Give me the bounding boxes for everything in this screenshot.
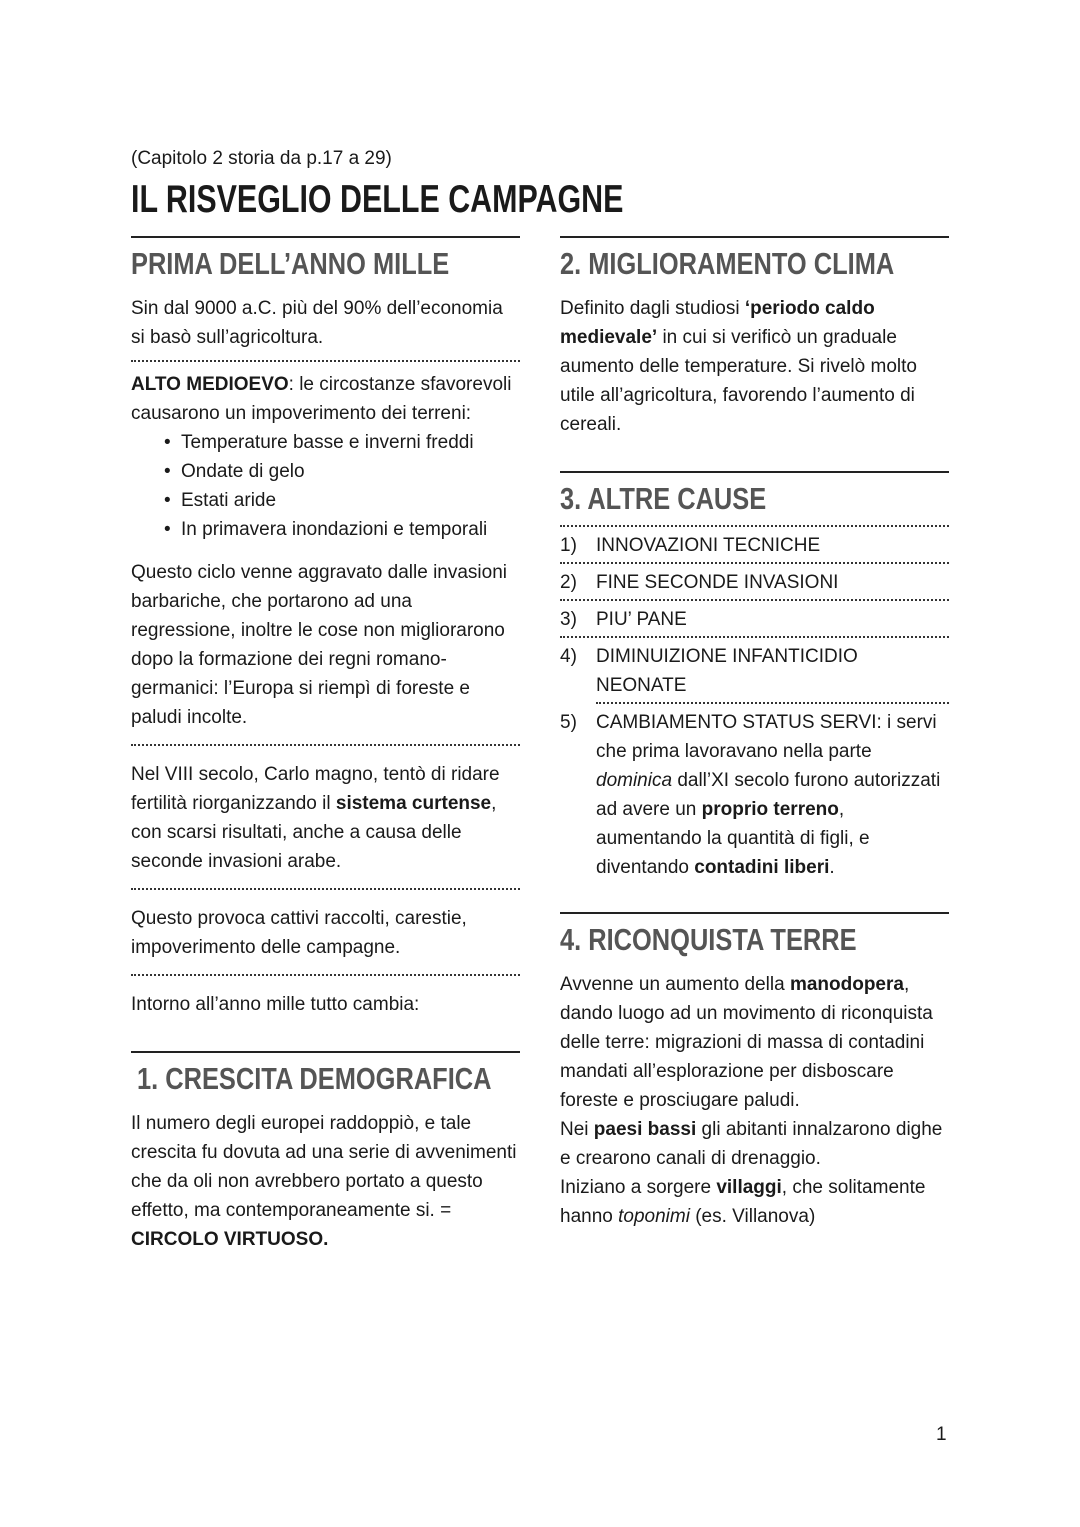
paragraph-anno-mille: Intorno all’anno mille tutto cambia: (131, 994, 420, 1015)
text-run: , che solitamente hanno (560, 1177, 926, 1227)
text-run: gli abitanti innalzarono dighe e crearono canali di drenaggio. (560, 1119, 943, 1169)
text-run: , aumentando la quantità di figli, e diventando (596, 799, 870, 878)
paragraph-raccolti: Questo provoca cattivi raccolti, carestie, impoverimento delle campagne. (131, 908, 467, 958)
text-run: Il numero degli europei raddoppiò, e tale crescita fu dovuta ad una serie di avvenimenti che da oli non avrebbero portato a questo effetto, ma contemporaneamente si. = (131, 1113, 517, 1221)
section-crescita (131, 1051, 520, 1254)
list-number: 3) (560, 609, 577, 630)
bold-paesi-bassi: paesi bassi (593, 1119, 697, 1140)
text-run: , con scarsi risultati, anche a causa delle seconde invasioni arabe. (131, 793, 497, 872)
alto-medioevo-label: ALTO MEDIOEVO (131, 374, 289, 395)
text-run: Nel VIII secolo, Carlo magno, tentò di ridare fertilità riorganizzando il (131, 764, 500, 814)
text-run: CAMBIAMENTO STATUS SERVI: i servi che prima lavoravano nella parte (596, 712, 937, 762)
section-cause (560, 471, 949, 884)
list-text: PIU’ PANE (596, 609, 687, 630)
list-text (596, 708, 949, 882)
list-item: • In primavera inondazioni e temporali (164, 515, 520, 544)
list-text: DIMINUIZIONE INFANTICIDIO NEONATE (596, 646, 858, 696)
list-number: 2) (560, 572, 577, 593)
section-title-crescita: 1. CRESCITA DEMOGRAFICA (137, 1061, 492, 1096)
left-column (131, 236, 520, 1254)
text-run: Avvenne un aumento della (560, 974, 790, 995)
list-item (560, 704, 949, 884)
list-text: INNOVAZIONI TECNICHE (596, 535, 821, 556)
bold-proprio-terreno: proprio terreno (701, 799, 839, 820)
list-number: 5) (560, 712, 577, 733)
list-item: • Estati aride (164, 486, 520, 515)
paragraph-economia: Sin dal 9000 a.C. più del 90% dell’economia si basò sull’agricoltura. (131, 298, 503, 348)
section-rule (560, 912, 949, 914)
section-rule (131, 1051, 520, 1053)
bold-villaggi: villaggi (716, 1177, 782, 1198)
dotted-divider (131, 360, 520, 362)
paragraph-alto-medioevo (131, 370, 520, 428)
chapter-subtitle: (Capitolo 2 storia da p.17 a 29) (131, 148, 392, 169)
list-number: 4) (560, 646, 577, 667)
alto-medioevo-text: : le circostanze sfavorevoli causarono un impoverimento dei terreni: (131, 374, 512, 424)
section-title-cause: 3. ALTRE CAUSE (560, 481, 767, 516)
dotted-divider (131, 744, 520, 746)
list-text: FINE SECONDE INVASIONI (596, 572, 839, 593)
list-item: • Temperature basse e inverni freddi (164, 428, 520, 457)
list-item (560, 638, 949, 702)
section-prima (131, 236, 520, 1019)
paragraph-paesi-bassi (560, 1115, 949, 1173)
page-number: 1 (936, 1424, 947, 1445)
text-run: in cui si verificò un graduale aumento delle temperature. Si rivelò molto utile all’agricoltura, favorendo l’aumento di cereali. (560, 327, 917, 435)
section-rule (560, 471, 949, 473)
dotted-divider (131, 974, 520, 976)
list-item (560, 564, 949, 599)
dotted-divider (131, 888, 520, 890)
section-clima (560, 236, 949, 439)
text-run: Nei (560, 1119, 594, 1140)
paragraph-villaggi (560, 1173, 949, 1231)
list-item: • Ondate di gelo (164, 457, 520, 486)
text-run: Definito dagli studiosi (560, 298, 745, 319)
paragraph-crescita (131, 1109, 520, 1254)
text-run: Iniziano a sorgere (560, 1177, 717, 1198)
bold-sistema-curtense: sistema curtense (335, 793, 492, 814)
section-rule (560, 236, 949, 238)
right-column (560, 236, 949, 1231)
section-title-prima: PRIMA DELL’ANNO MILLE (131, 246, 450, 281)
bold-manodopera: manodopera (789, 974, 904, 995)
list-item (560, 527, 949, 562)
bold-periodo-caldo: ‘periodo caldo medievale’ (560, 298, 875, 348)
section-rule (131, 236, 520, 238)
bold-contadini-liberi: contadini liberi (694, 857, 830, 878)
list-item (560, 601, 949, 636)
section-title-terre: 4. RICONQUISTA TERRE (560, 922, 857, 957)
bold-circolo-virtuoso: CIRCOLO VIRTUOSO. (131, 1229, 329, 1250)
list-number: 1) (560, 535, 577, 556)
paragraph-clima (560, 294, 949, 439)
paragraph-carlo-magno (131, 760, 520, 876)
text-run: (es. Villanova) (689, 1206, 816, 1227)
paragraph-ciclo: Questo ciclo venne aggravato dalle invasioni barbariche, che portarono ad una regressione, inoltre le cose non migliorarono dopo la formazione dei regni romano-germanici: l’Europa si riempì di foreste e paludi incolte. (131, 562, 508, 728)
page-title: IL RISVEGLIO DELLE CAMPAGNE (131, 178, 624, 221)
text-run: . (829, 857, 835, 878)
text-run: dall’XI secolo furono autorizzati ad avere un (596, 770, 941, 820)
italic-toponimi: toponimi (618, 1206, 690, 1227)
text-run: , dando luogo ad un movimento di riconquista delle terre: migrazioni di massa di contadini mandati all’esplorazione per disboscare foreste e prosciugare paludi. (560, 974, 933, 1111)
section-terre (560, 912, 949, 1231)
section-title-clima: 2. MIGLIORAMENTO CLIMA (560, 246, 895, 281)
bullet-list-circostanze (131, 428, 520, 544)
paragraph-manodopera (560, 970, 949, 1115)
italic-dominica: dominica (596, 770, 673, 791)
